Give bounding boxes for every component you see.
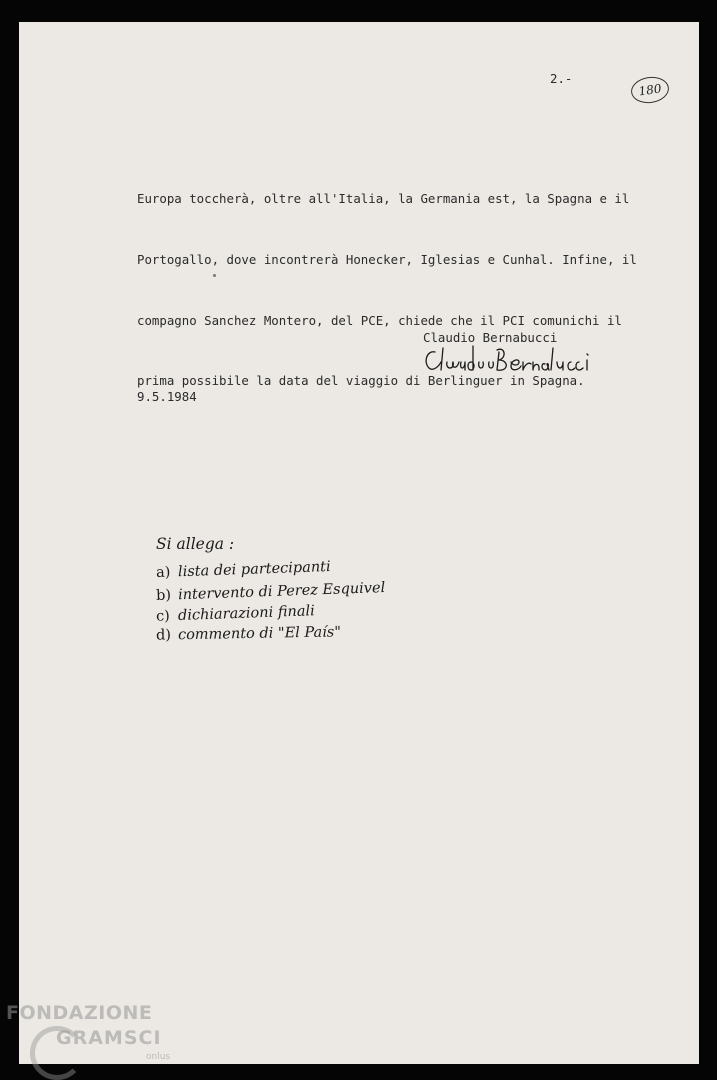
attachment-marker: c) <box>155 608 171 625</box>
body-line: compagno Sanchez Montero, del PCE, chiede che il PCI comunichi il <box>137 312 622 328</box>
body-line: Portogallo, dove incontrerà Honecker, Iglesias e Cunhal. Infine, il <box>137 252 637 268</box>
attachment-text: lista dei partecipanti <box>177 558 331 581</box>
attachment-item <box>156 580 386 604</box>
attachment-item <box>156 624 341 643</box>
body-line: Europa toccherà, oltre all'Italia, la Germania est, la Spagna e il <box>137 191 630 207</box>
page-number: 2.- <box>550 71 573 86</box>
body-line: prima possibile la data del viaggio di Berlinguer in Spagna. <box>137 373 585 389</box>
paper-speck <box>213 274 216 277</box>
watermark-line-1: FONDAZIONE <box>6 1002 153 1024</box>
attachment-item <box>156 559 331 581</box>
attachment-marker: b) <box>155 587 172 604</box>
archive-number-stamp: 180 <box>629 74 670 105</box>
attachment-text: dichiarazioni finali <box>177 603 315 624</box>
document-date: 9.5.1984 <box>137 389 197 404</box>
watermark-line-3: onlus <box>146 1052 171 1062</box>
attachment-text: intervento di Perez Esquivel <box>177 580 386 604</box>
handwritten-signature <box>421 340 611 376</box>
attachments-heading: Si allega : <box>156 535 235 553</box>
attachment-item <box>156 603 315 625</box>
document-page <box>19 22 699 1064</box>
body-paragraph <box>137 149 637 432</box>
watermark-line-2: GRAMSCI <box>56 1027 162 1049</box>
attachment-text: commento di "El País" <box>177 624 342 644</box>
fondazione-gramsci-watermark <box>6 1000 186 1080</box>
attachment-marker: d) <box>155 627 172 644</box>
attachment-marker: a) <box>155 564 171 582</box>
signer-typed-name: Claudio Bernabucci <box>423 330 558 345</box>
